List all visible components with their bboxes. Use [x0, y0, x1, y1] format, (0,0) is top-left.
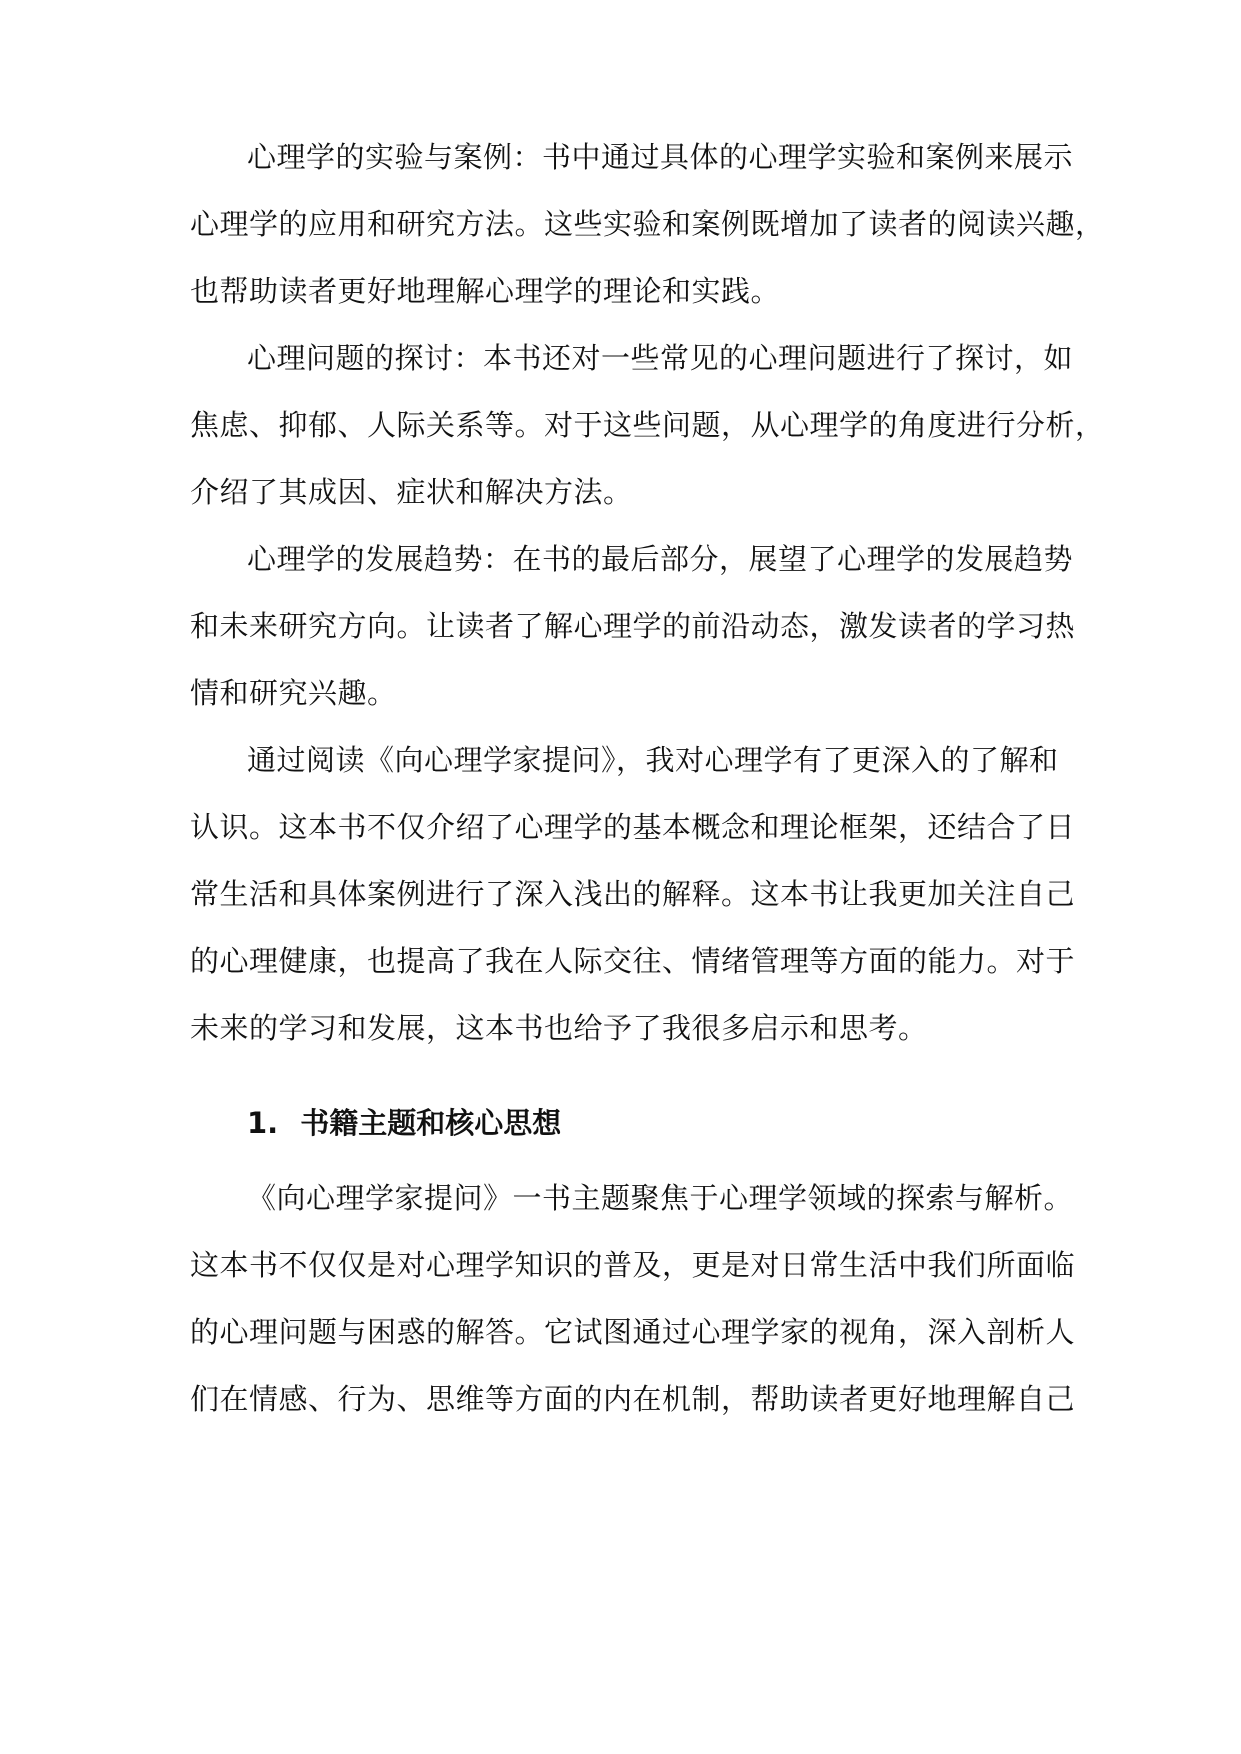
section-heading	[247, 1103, 561, 1143]
paragraph-2-line-3: 介绍了其成因、症状和解决方法。	[190, 475, 633, 509]
paragraph-4-line-5: 未来的学习和发展，这本书也给予了我很多启示和思考。	[190, 1011, 928, 1045]
paragraph-1-line-2: 心理学的应用和研究方法。这些实验和案例既增加了读者的阅读兴趣，	[190, 207, 1105, 241]
paragraph-3-line-1: 心理学的发展趋势：在书的最后部分，展望了心理学的发展趋势	[247, 542, 1074, 576]
paragraph-4-line-2: 认识。这本书不仅介绍了心理学的基本概念和理论框架，还结合了日	[190, 810, 1076, 844]
section-number: 1.	[247, 1106, 279, 1140]
paragraph-4-line-3: 常生活和具体案例进行了深入浅出的解释。这本书让我更加关注自己	[190, 877, 1076, 911]
paragraph-1-line-1: 心理学的实验与案例：书中通过具体的心理学实验和案例来展示	[247, 140, 1074, 174]
paragraph-3-line-2: 和未来研究方向。让读者了解心理学的前沿动态，激发读者的学习热	[190, 609, 1076, 643]
section-paragraph-line-1: 《向心理学家提问》一书主题聚焦于心理学领域的探索与解析。	[247, 1181, 1074, 1215]
paragraph-2-line-2: 焦虑、抑郁、人际关系等。对于这些问题，从心理学的角度进行分析，	[190, 408, 1105, 442]
paragraph-2-line-1: 心理问题的探讨：本书还对一些常见的心理问题进行了探讨，如	[247, 341, 1074, 375]
paragraph-4-line-1: 通过阅读《向心理学家提问》，我对心理学有了更深入的了解和	[247, 743, 1059, 777]
section-paragraph-line-2: 这本书不仅仅是对心理学知识的普及，更是对日常生活中我们所面临	[190, 1248, 1076, 1282]
section-paragraph-line-3: 的心理问题与困惑的解答。它试图通过心理学家的视角，深入剖析人	[190, 1315, 1076, 1349]
paragraph-3-line-3: 情和研究兴趣。	[190, 676, 397, 710]
paragraph-1-line-3: 也帮助读者更好地理解心理学的理论和实践。	[190, 274, 781, 308]
paragraph-4-line-4: 的心理健康，也提高了我在人际交往、情绪管理等方面的能力。对于	[190, 944, 1076, 978]
section-paragraph-line-4: 们在情感、行为、思维等方面的内在机制，帮助读者更好地理解自己	[190, 1382, 1076, 1416]
section-title: 书籍主题和核心思想	[300, 1106, 562, 1140]
